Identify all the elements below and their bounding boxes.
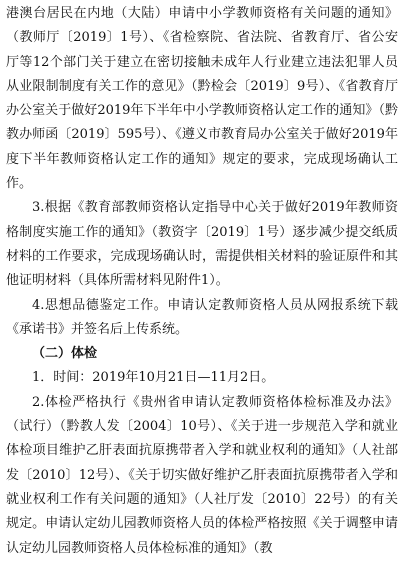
paragraph-5: 1．时间：2019年10月21日—11月2日。 bbox=[32, 370, 275, 386]
paragraph-2: 3.根据《教育部教师资格认定指导中心关于做好2019年教师资格制度实施工作的通知》（教资字〔2019〕1号）逐步减少提交纸质材料的工作要求，完成现场确认时，需提供相关材料的验证原件和其他证明材料（具体所需材料见附件1）。 bbox=[6, 200, 398, 289]
paragraph-3: 4.思想品德鉴定工作。申请认定教师资格人员从网报系统下载《承诺书》并签名后上传系统。 bbox=[6, 297, 398, 337]
section-heading-physical-exam: （二）体检 bbox=[32, 346, 98, 362]
paragraph-6: 2.体检严格执行《贵州省申请认定教师资格体检标准及办法》（试行）（黔教人发〔2004〕10号）、《关于进一步规范入学和就业体检项目维护乙肝表面抗原携带者入学和就业权利的通知》（人社部发〔2010〕12号）、《关于切实做好维护乙肝表面抗原携带者入学和就业权利工作有关问题的通知》（人社厅发〔2010〕22号）的有关规定。申请认定幼儿园教师资格人员的体检严格按照《关于调整申请认定幼儿园教师资格人员体检标准的通知》（教 bbox=[6, 394, 398, 556]
paragraph-1: 港澳台居民在内地（大陆）申请中小学教师资格有关问题的通知》（教师厅〔2019〕1号）、《省检察院、省法院、省教育厅、省公安厅等12个部门关于建立在密切接触未成年人行业建立违法犯罪人员从业限制制度有关工作的意见》（黔检会〔2019〕9号）、《省教育厅办公室关于做好2019年下半年中小学教师资格认定工作的通知》（黔教办师函〔2019〕595号）、《遵义市教育局办公室关于做好2019年度下半年教师资格认定工作的通知》规定的要求，完成现场确认工作。 bbox=[6, 6, 398, 192]
